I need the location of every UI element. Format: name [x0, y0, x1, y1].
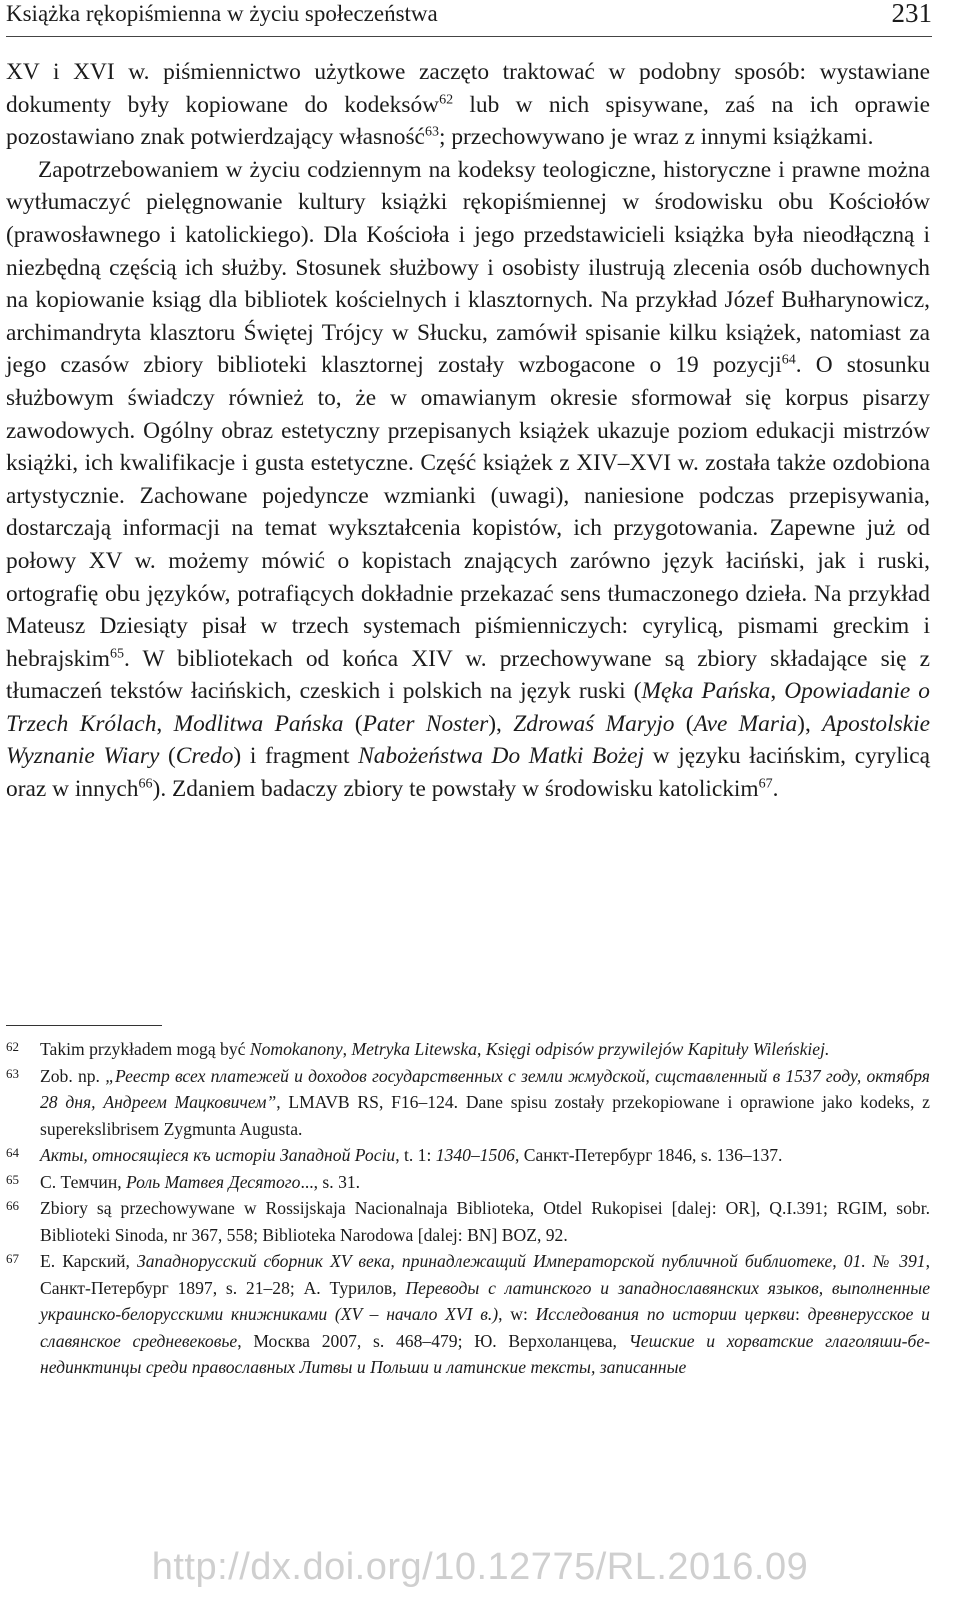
italic-title: Modlitwa Pańska	[173, 710, 344, 737]
text-run: , Москва 2007, s. 468–479; Ю. Верхоланцева,	[237, 1330, 629, 1351]
text-run: ,	[342, 1039, 352, 1059]
italic-title: Ave Maria	[693, 710, 798, 737]
italic-title: Metryka Litewska	[351, 1039, 478, 1059]
footnote-number: 63	[6, 1065, 19, 1081]
header-rule	[6, 36, 932, 37]
italic-title: Роль Матвея Десятого	[126, 1171, 301, 1192]
text-run: (	[159, 743, 176, 770]
main-text	[6, 56, 930, 806]
text-run: .	[772, 776, 779, 803]
text-run: ) i fragment	[233, 743, 359, 770]
paragraph-1	[6, 56, 930, 154]
footnote-ref[interactable]: 64	[781, 351, 796, 368]
footnote-64	[6, 1142, 930, 1169]
footnote-66	[6, 1195, 930, 1248]
footnote-ref[interactable]: 62	[439, 91, 454, 108]
text-run: Takim przykładem mogą być	[40, 1039, 250, 1059]
paragraph-2	[6, 154, 930, 806]
text-run: Zbiory są przechowywane w Rossijskaja Nacionalnaja Biblioteka, Otdel Rukopisei [dalej: OR], Q.I.391; RGIM, sobr. Biblioteki Sinoda, nr 367, 558; Biblioteka Narodowa [dalej: BN] BOZ, 92.	[40, 1198, 930, 1245]
footnote-number: 67	[6, 1251, 19, 1266]
text-run: w języku łacińskim, cyrylicą oraz w innych	[6, 743, 931, 803]
italic-title: Opowiadanie o Trzech Królach	[6, 678, 930, 737]
italic-title: Nomokanony	[249, 1039, 343, 1059]
text-run: Е. Карский,	[40, 1251, 138, 1271]
text-run: С. Темчин,	[40, 1171, 127, 1192]
italic-title: Pater Noster	[362, 710, 489, 737]
italic-title: Чешские и хорватские глаголяши-бенединктинцы среди православных Литвы и Польши и латинские тексты, записанные	[40, 1330, 930, 1377]
text-run: (	[343, 710, 363, 737]
text-run: , t. 1:	[395, 1145, 436, 1165]
text-run: , Санкт-Петербург 1846, s. 136–137.	[514, 1145, 783, 1165]
italic-title: Nabożeństwa Do Matki Bożej	[358, 743, 644, 770]
text-run: lub w nich spisywane, zaś na ich oprawie pozostawiano znak potwierdzający własność	[6, 91, 930, 151]
text-run: Zob. np.	[40, 1065, 106, 1086]
footnote-65	[6, 1169, 930, 1196]
italic-title: 1340–1506	[435, 1145, 515, 1165]
text-run: ,	[770, 678, 785, 705]
footnote-number: 65	[6, 1171, 19, 1187]
italic-title: „Реестр всех платежей и доходов государственных с земли жмудской, сщставленный в 1537 году, октября 28 дня, Андреем Мацковичем”	[40, 1065, 930, 1112]
italic-title: Apostolskie Wyznanie Wiary	[6, 710, 930, 770]
footnote-67	[6, 1248, 930, 1381]
footnote-number: 64	[6, 1145, 19, 1160]
text-run: Zapotrzebowaniem w życiu codziennym na kodeksy teologiczne, historyczne i prawne można wytłumaczyć pielęgnowanie kultury książki rękopiśmiennej w środowisku obu Kościołów (prawosławnego i katolickiego). Dla Kościoła i jego przedstawicieli książka była nieodłączną i niezbędną częścią ich służby. Stosunek służbowy i osobisty ilustrują zlecenia osób duchownych na kopiowanie ksiąg dla bibliotek kościelnych i klasztornych. Na przykład Józef Bułharynowicz, archimandryta klasztoru Świętej Trójcy w Słucku, zamówił spisanie kilku książek, natomiast za jego czasów zbiory biblioteki klasztornej zostały wzbogacone o 19 pozycji	[6, 156, 930, 379]
footnote-separator	[6, 1025, 162, 1026]
footnote-number: 62	[6, 1039, 19, 1054]
italic-title: Męka Pańska	[641, 678, 771, 705]
text-run: . O stosunku służbowym świadczy również to, że w omawianym okresie sformował się korpus pisarzy zawodowych. Ogólny obraz estetyczny przepisanych książek ukazuje poziom edukacji mistrzów książki, ich kwalifikacje i gusta estetyczne. Część książek z XIV–XVI w. została także ozdobiona artystycznie. Zachowane pojedyncze wzmianki (uwagi), naniesione podczas przepisywania, dostarczają informacji na temat wykształcenia kopistów, ich przygotowania. Zapewne już od połowy XV w. możemy mówić o kopistach znających zarówno język łaciński, jak i ruski, ortografię obu języków, potrafiących dokładnie przekazać sens tłumaczonego dzieła. Na przykład Mateusz Dziesiąty pisał w trzech systemach piśmienniczych: cyrylicą, pismami greckim i hebrajskim	[6, 352, 930, 672]
italic-title: Księgi odpisów przywilejów Kapituły Wileńskiej.	[485, 1039, 830, 1059]
running-title: Książka rękopiśmienna w życiu społeczeństwa	[6, 1, 438, 26]
italic-title: Западнорусский сборник XV века, принадлежащий Императорской публичной библиотеке, 01. № 391	[137, 1251, 926, 1271]
text-run: ..., s. 31.	[300, 1171, 361, 1192]
footnotes	[6, 1036, 930, 1381]
doi-watermark[interactable]: http://dx.doi.org/10.12775/RL.2016.09	[151, 1546, 809, 1588]
italic-title: Zdrowaś Maryjo	[513, 710, 675, 737]
footnote-ref[interactable]: 65	[109, 645, 124, 662]
footnote-63	[6, 1063, 930, 1143]
text-run: :	[794, 1304, 808, 1324]
italic-title: Исследования по истории церкви	[535, 1304, 795, 1324]
text-run: ; przechowywano je wraz z innymi książkami.	[438, 124, 874, 151]
italic-title: Акты, относящiеся къ исторiи Западной Росiи	[40, 1145, 396, 1165]
page-number: 231	[891, 0, 932, 28]
page-header	[6, 0, 932, 40]
text-run: ,	[156, 710, 174, 737]
text-run: , LMAVB RS, F16–124. Dane spisu zostały przekopiowane i oprawione jako kodeks, z superekslibrisem Zygmunta Augusta.	[40, 1092, 930, 1139]
footnote-ref[interactable]: 67	[758, 775, 773, 792]
text-run: ,	[477, 1039, 486, 1059]
footnote-ref[interactable]: 63	[424, 123, 439, 140]
italic-title: древнерусское и славянское средневековье	[40, 1304, 930, 1351]
footnote-number: 66	[6, 1198, 19, 1213]
italic-title: Credo	[175, 743, 234, 770]
footnote-62	[6, 1036, 930, 1063]
text-run: ),	[488, 710, 514, 737]
text-run: ),	[797, 710, 823, 737]
text-run: (	[674, 710, 694, 737]
text-run: . W bibliotekach od końca XIV w. przechowywane są zbiory składające się z tłumaczeń tekstów łacińskich, czeskich i polskich na język ruski (	[6, 645, 930, 705]
text-run: , Санкт-Петербург 1897, s. 21–28; А. Турилов,	[40, 1251, 931, 1298]
text-run: XV i XVI w. piśmiennictwo użytkowe zaczęto traktować w podobny sposób: wystawiane dokumenty były kopiowane do kodeksów	[6, 59, 930, 118]
text-run: ). Zdaniem badaczy zbiory te powstały w środowisku katolickim	[152, 776, 759, 803]
text-run: , w:	[498, 1304, 536, 1324]
italic-title: Переводы с латинского и западнославянских языков, выполненные украинско-белорусскими книжниками (XV – начало XVI в.)	[40, 1277, 930, 1324]
footnote-ref[interactable]: 66	[138, 775, 153, 792]
